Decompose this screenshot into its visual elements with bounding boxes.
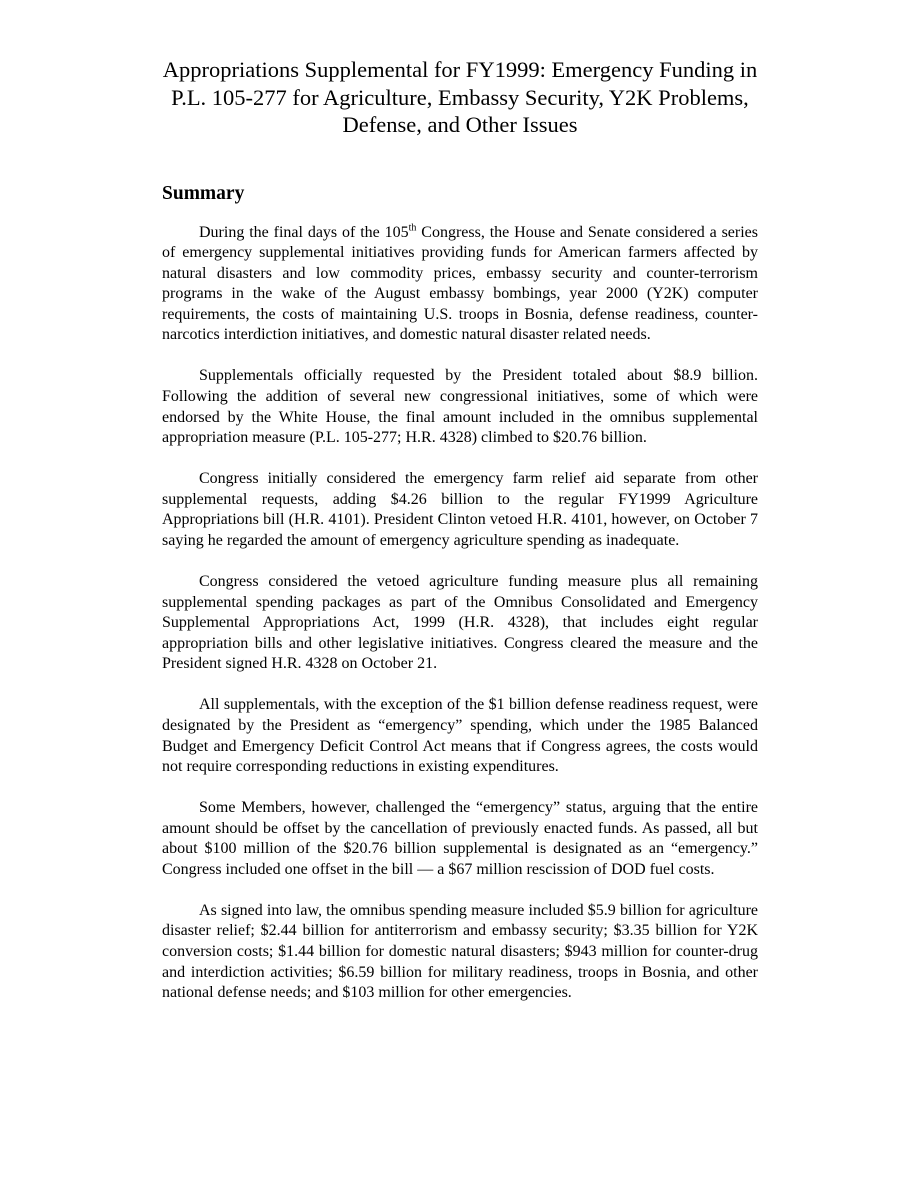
summary-paragraph-2: Supplementals officially requested by the President totaled about $8.9 billion. Following the addition of several new congressional initiatives, some of which were endorsed by the White House, the final amount included in the omnibus supplemental appropriation measure (P.L. 105-277; H.R. 4328) climbed to $20.76 billion. — [162, 367, 758, 447]
summary-paragraph-5: All supplementals, with the exception of the $1 billion defense readiness request, were designated by the President as “emergency” spending, which under the 1985 Balanced Budget and Emergency Deficit Control Act means that if Congress agrees, the costs would not require corresponding reductions in existing expenditures. — [162, 696, 758, 776]
summary-paragraph-3: Congress initially considered the emergency farm relief aid separate from other supplemental requests, adding $4.26 billion to the regular FY1999 Agriculture Appropriations bill (H.R. 4101). President Clinton vetoed H.R. 4101, however, on October 7 saying he regarded the amount of emergency agriculture spending as inadequate. — [162, 470, 758, 549]
ordinal-suffix: th — [408, 222, 417, 234]
paragraph-1-text-end: Congress, the House and Senate considered a series of emergency supplemental initiatives providing funds for American farmers affected by natural disasters and low commodity prices, embassy security and counter-terrorism programs in the wake of the August embassy bombings, year 2000 (Y2K) computer requirements, the costs of maintaining U.S. troops in Bosnia, defense readiness, counter-narcotics interdiction initiatives, and domestic natural disaster related needs. — [162, 223, 758, 344]
paragraph-1-text-start: During the final days of the 105 — [199, 223, 409, 241]
summary-paragraph-4: Congress considered the vetoed agriculture funding measure plus all remaining supplemental spending packages as part of the Omnibus Consolidated and Emergency Supplemental Appropriations Act, 1999 (H.R. 4328), that includes eight regular appropriation bills and other legislative initiatives. Congress cleared the measure and the President signed H.R. 4328 on October 21. — [162, 572, 758, 673]
summary-paragraph-7: As signed into law, the omnibus spending measure included $5.9 billion for agriculture disaster relief; $2.44 billion for antiterrorism and embassy security; $3.35 billion for Y2K conversion costs; $1.44 billion for domestic natural disasters; $943 million for counter-drug and interdiction activities; $6.59 billion for military readiness, troops in Bosnia, and other national defense needs; and $103 million for other emergencies. — [162, 901, 758, 1002]
summary-paragraph-6: Some Members, however, challenged the “emergency” status, arguing that the entire amount should be offset by the cancellation of previously enacted funds. As passed, all but about $100 million of the $20.76 billion supplemental is designated as an “emergency.” Congress included one offset in the bill — a $67 million rescission of DOD fuel costs. — [162, 799, 758, 878]
summary-heading: Summary — [162, 182, 245, 204]
document-title: Appropriations Supplemental for FY1999: Emergency Funding in P.L. 105-277 for Agriculture, Embassy Security, Y2K Problems, Defense, and Other Issues — [162, 57, 758, 137]
document-page — [162, 56, 758, 1004]
summary-paragraph-1 — [162, 223, 758, 347]
